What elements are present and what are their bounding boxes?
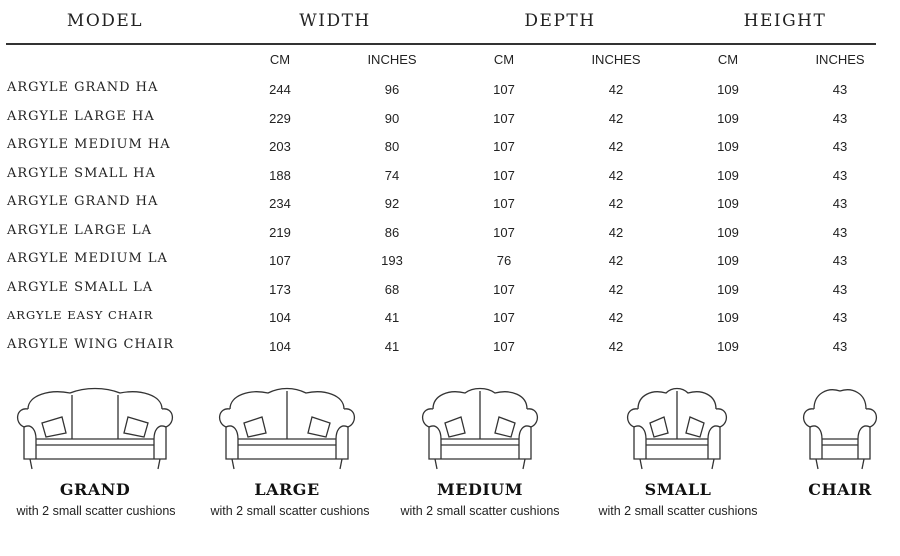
cell-d-in: 42 (608, 281, 624, 297)
chair-drawing (798, 383, 883, 473)
header-width: WIDTH (299, 11, 371, 31)
cell-d-in: 42 (608, 224, 624, 240)
caption-grand: GRAND (59, 480, 131, 499)
sofa-small-drawing (620, 383, 735, 473)
cell-w-in: 41 (384, 338, 400, 354)
cell-w-in: 68 (384, 281, 400, 297)
cell-d-in: 42 (608, 167, 624, 183)
unit-depth-inches: INCHES (591, 52, 641, 67)
table-row (0, 166, 900, 194)
unit-height-inches: INCHES (815, 52, 865, 67)
cell-w-cm: 104 (269, 310, 291, 325)
sofa-medium-drawing (415, 383, 545, 473)
cell-d-cm: 107 (493, 139, 515, 154)
cell-w-cm: 229 (269, 110, 291, 126)
cell-w-in: 193 (381, 253, 403, 268)
cell-d-in: 42 (608, 196, 624, 211)
cell-h-in: 43 (832, 310, 848, 325)
caption-small-note: with 2 small scatter cushions (598, 504, 758, 518)
cell-h-in: 43 (832, 196, 848, 211)
cell-w-cm: 107 (269, 253, 291, 268)
unit-height-cm: CM (717, 52, 739, 67)
cell-h-cm: 109 (717, 110, 739, 126)
model-name: ARGYLE SMALL HA (7, 165, 156, 181)
model-name: ARGYLE WING CHAIR (7, 336, 175, 352)
cell-w-in: 41 (384, 310, 400, 325)
table-row (0, 109, 900, 137)
cell-w-in: 90 (384, 110, 400, 126)
cell-h-in: 43 (832, 167, 848, 183)
cell-h-cm: 109 (717, 224, 739, 240)
cell-w-cm: 203 (269, 139, 291, 154)
cell-h-in: 43 (832, 338, 848, 354)
cell-w-in: 86 (384, 224, 400, 240)
cell-w-in: 92 (384, 196, 400, 211)
cell-h-in: 43 (832, 110, 848, 126)
cell-d-in: 42 (608, 110, 624, 126)
unit-width-inches: INCHES (367, 52, 417, 67)
cell-d-cm: 107 (493, 310, 515, 325)
cell-w-cm: 188 (269, 167, 291, 183)
model-name: ARGYLE EASY CHAIR (7, 308, 154, 322)
cell-d-in: 42 (608, 139, 624, 154)
cell-w-cm: 104 (269, 338, 291, 354)
cell-h-cm: 109 (717, 338, 739, 354)
cell-d-in: 42 (608, 338, 624, 354)
sofa-grand-drawing (10, 383, 180, 473)
cell-d-in: 42 (608, 253, 624, 268)
header-divider (6, 43, 876, 45)
cell-d-cm: 107 (493, 110, 515, 126)
cell-d-cm: 107 (493, 196, 515, 211)
table-row (0, 137, 900, 165)
model-name: ARGYLE LARGE LA (7, 222, 153, 238)
caption-medium-note: with 2 small scatter cushions (400, 504, 560, 518)
cell-d-cm: 107 (493, 167, 515, 183)
caption-grand-note: with 2 small scatter cushions (16, 504, 176, 518)
caption-chair: CHAIR (808, 480, 872, 499)
model-name: ARGYLE GRAND HA (7, 194, 159, 209)
table-row (0, 280, 900, 308)
unit-width-cm: CM (269, 52, 291, 67)
cell-d-cm: 107 (493, 82, 515, 97)
table-row (0, 80, 900, 108)
table-row (0, 308, 900, 336)
cell-h-cm: 109 (717, 139, 739, 154)
cell-h-in: 43 (832, 281, 848, 297)
caption-medium: MEDIUM (437, 480, 523, 499)
caption-large: LARGE (254, 480, 320, 499)
model-name: ARGYLE SMALL LA (7, 279, 154, 295)
cell-h-in: 43 (832, 139, 848, 154)
model-name: ARGYLE GRAND HA (7, 80, 159, 95)
cell-h-in: 43 (832, 253, 848, 268)
cell-w-cm: 234 (269, 196, 291, 211)
cell-d-cm: 107 (493, 338, 515, 354)
cell-w-in: 80 (384, 139, 400, 154)
caption-large-note: with 2 small scatter cushions (210, 504, 370, 518)
cell-w-cm: 219 (269, 224, 291, 240)
cell-h-in: 43 (832, 224, 848, 240)
cell-h-cm: 109 (717, 196, 739, 211)
table-row (0, 337, 900, 365)
header-depth: DEPTH (524, 11, 596, 31)
cell-d-cm: 107 (493, 224, 515, 240)
cell-h-in: 43 (832, 82, 848, 97)
cell-d-cm: 76 (496, 253, 512, 268)
cell-h-cm: 109 (717, 82, 739, 97)
model-name: ARGYLE MEDIUM LA (7, 251, 168, 266)
header-height: HEIGHT (743, 11, 827, 31)
cell-h-cm: 109 (717, 167, 739, 183)
cell-h-cm: 109 (717, 281, 739, 297)
caption-small: SMALL (644, 480, 712, 499)
sofa-large-drawing (212, 383, 362, 473)
unit-depth-cm: CM (493, 52, 515, 67)
model-name: ARGYLE LARGE HA (7, 108, 155, 124)
cell-h-cm: 109 (717, 253, 739, 268)
cell-w-in: 96 (384, 82, 400, 97)
table-row (0, 194, 900, 222)
model-name: ARGYLE MEDIUM HA (7, 137, 171, 152)
cell-w-cm: 173 (269, 281, 291, 297)
table-row (0, 251, 900, 279)
header-model: MODEL (66, 11, 144, 31)
cell-d-cm: 107 (493, 281, 515, 297)
cell-w-in: 74 (384, 167, 400, 183)
cell-d-in: 42 (608, 82, 624, 97)
table-row (0, 223, 900, 251)
cell-d-in: 42 (608, 310, 624, 325)
cell-h-cm: 109 (717, 310, 739, 325)
cell-w-cm: 244 (269, 82, 291, 97)
